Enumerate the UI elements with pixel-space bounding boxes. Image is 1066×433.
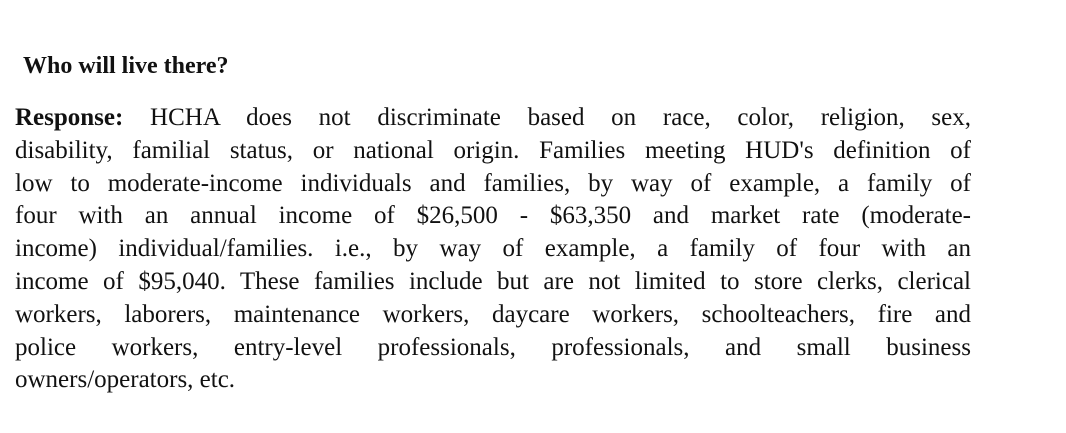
response-line-7: workers, laborers, maintenance workers, daycare workers, schoolteachers, fire and — [15, 300, 971, 328]
response-line-3: low to moderate-income individuals and families, by way of example, a family of — [15, 169, 971, 197]
response-line-8: police workers, entry-level professionals, professionals, and small business — [15, 333, 971, 361]
response-line-4: four with an annual income of $26,500 - $63,350 and market rate (moderate- — [15, 202, 971, 230]
response-line-1-text: HCHA does not discriminate based on race, color, religion, sex, — [150, 104, 971, 131]
response-line-6: income of $95,040. These families include but are not limited to store clerks, clerical — [15, 267, 971, 295]
response-label: Response: — [15, 104, 124, 131]
response-paragraph — [15, 102, 971, 397]
response-line-2: disability, familial status, or national origin. Families meeting HUD's definition of — [15, 136, 971, 164]
response-line-1 — [15, 102, 971, 135]
response-line-9: owners/operators, etc. — [15, 366, 236, 394]
section-heading: Who will live there? — [23, 53, 229, 79]
response-line-5: income) individual/families. i.e., by way of example, a family of four with an — [15, 235, 971, 263]
